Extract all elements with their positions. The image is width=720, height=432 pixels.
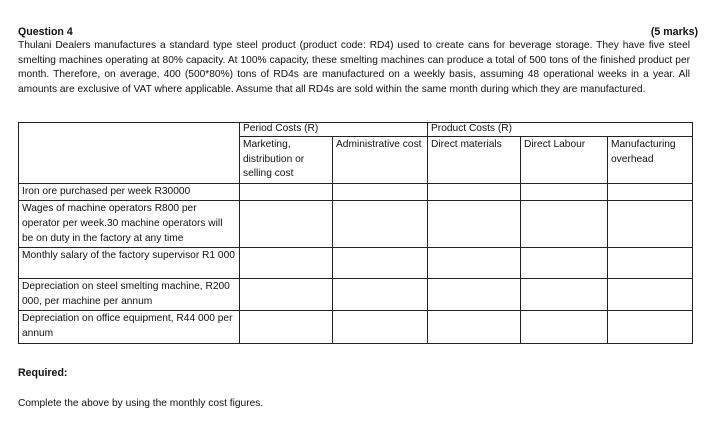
answer-cell[interactable] (608, 279, 693, 311)
row-label: Iron ore purchased per week R30000 (19, 183, 240, 201)
answer-cell[interactable] (428, 279, 521, 311)
answer-cell[interactable] (333, 201, 428, 248)
answer-cell[interactable] (240, 279, 333, 311)
blank-header-cell (19, 123, 240, 184)
answer-cell[interactable] (240, 248, 333, 279)
answer-cell[interactable] (521, 183, 608, 201)
answer-cell[interactable] (608, 248, 693, 279)
answer-cell[interactable] (608, 201, 693, 248)
table-row (19, 201, 693, 248)
answer-cell[interactable] (521, 248, 608, 279)
column-header-manufacturing-overhead: Manufacturing overhead (608, 137, 693, 184)
table-row (19, 279, 693, 311)
column-header-direct-materials: Direct materials (428, 137, 521, 184)
answer-cell[interactable] (521, 201, 608, 248)
product-costs-header: Product Costs (R) (428, 123, 693, 137)
question-page (18, 26, 698, 409)
column-header-direct-labour: Direct Labour (521, 137, 608, 184)
question-title: Question 4 (18, 26, 73, 38)
answer-cell[interactable] (333, 248, 428, 279)
answer-cell[interactable] (521, 279, 608, 311)
question-header (18, 26, 698, 39)
cost-classification-table (18, 122, 693, 344)
question-marks: (5 marks) (650, 26, 698, 38)
row-label: Monthly salary of the factory supervisor R1 000 (19, 248, 240, 279)
row-label: Depreciation on office equipment, R44 000 per annum (19, 311, 240, 343)
answer-cell[interactable] (428, 201, 521, 248)
row-label: Depreciation on steel smelting machine, R200 000, per machine per annum (19, 279, 240, 311)
row-label: Wages of machine operators R800 per operator per week.30 machine operators will be on duty in the factory at any time (19, 201, 240, 248)
answer-cell[interactable] (428, 311, 521, 343)
column-header-administrative: Administrative cost (333, 137, 428, 184)
question-intro: Thulani Dealers manufactures a standard type steel product (product code: RD4) used to create cans for beverage storage. They have five steel smelting machines operating at 80% capacity. At 100% capacity, these smelting machines can produce a total of 500 tons of the finished product per month. Therefore, on average, 400 (500*80%) tons of RD4s are manufactured on a weekly basis, assuming 48 operational weeks in a year. All amounts are exclusive of VAT where applicable. Assume that all RD4s are sold within the same month during which they are manufactured. (18, 40, 690, 95)
answer-cell[interactable] (333, 311, 428, 343)
table-row (19, 311, 693, 343)
answer-cell[interactable] (521, 311, 608, 343)
answer-cell[interactable] (240, 183, 333, 201)
answer-cell[interactable] (240, 201, 333, 248)
instruction-text: Complete the above by using the monthly cost figures. (18, 398, 264, 409)
answer-cell[interactable] (240, 311, 333, 343)
answer-cell[interactable] (333, 279, 428, 311)
period-costs-header: Period Costs (R) (240, 123, 428, 137)
table-row (19, 248, 693, 279)
answer-cell[interactable] (608, 183, 693, 201)
required-label: Required: (18, 367, 68, 379)
column-header-marketing: Marketing, distribution or selling cost (240, 137, 333, 184)
answer-cell[interactable] (608, 311, 693, 343)
answer-cell[interactable] (428, 183, 521, 201)
table-row (19, 183, 693, 201)
answer-cell[interactable] (428, 248, 521, 279)
answer-cell[interactable] (333, 183, 428, 201)
